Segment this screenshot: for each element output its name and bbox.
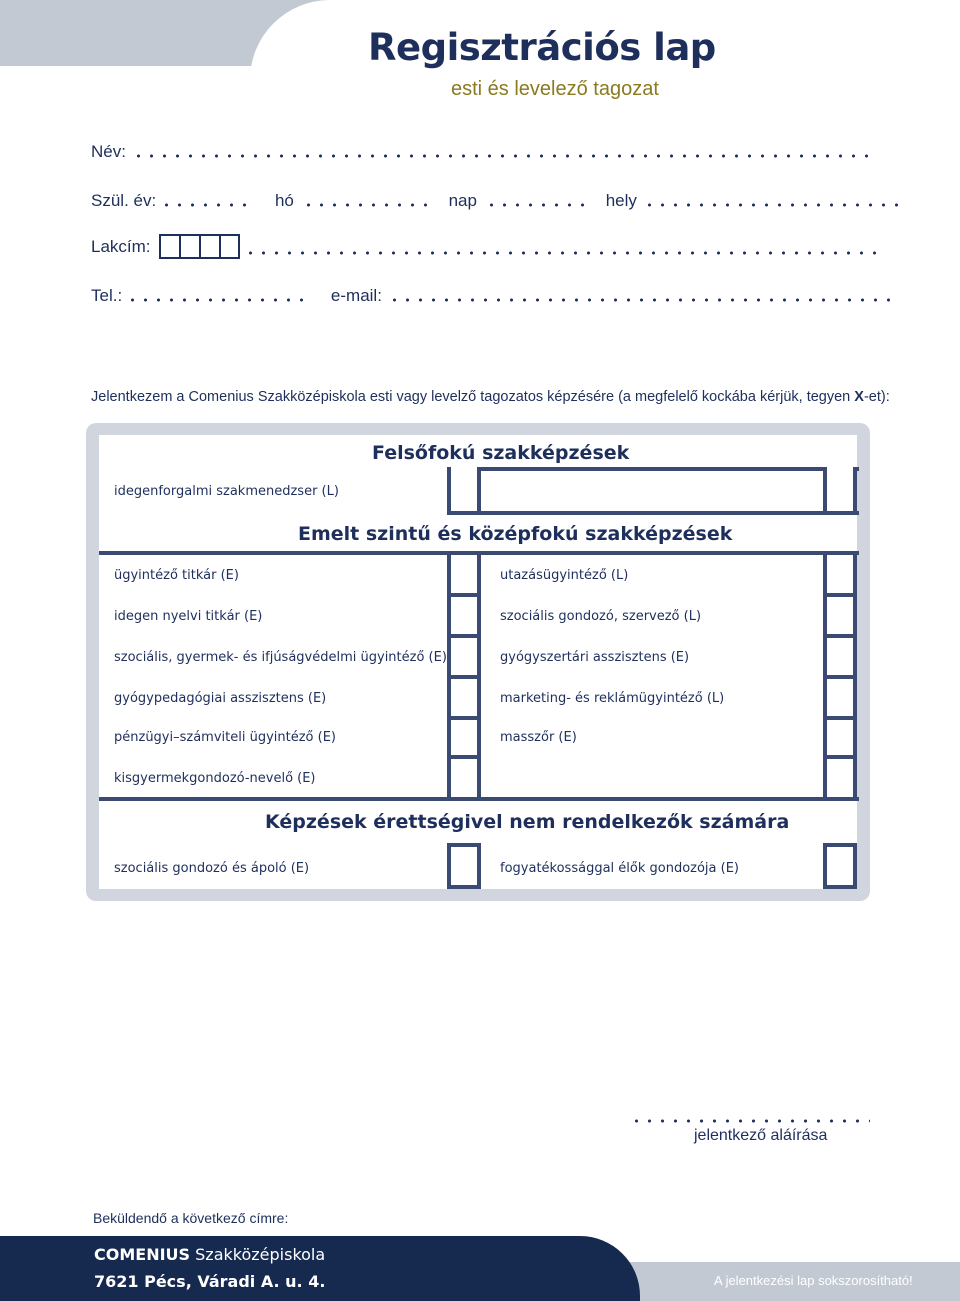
birth-place-field[interactable]	[643, 202, 903, 208]
phone-field[interactable]	[126, 297, 312, 303]
checkbox-divider	[823, 675, 857, 679]
course-left-4: pénzügyi–számviteli ügyintéző (E)	[114, 730, 336, 745]
school-name-rest: Szakközépiskola	[190, 1245, 326, 1264]
checkbox-divider	[823, 634, 857, 638]
course-right-2: gyógyszertári asszisztens (E)	[500, 650, 690, 665]
birth-day-label: nap	[448, 191, 477, 210]
phone-label: Tel.:	[91, 286, 123, 305]
birth-year-label: Szül. év:	[91, 191, 157, 210]
checkbox-higher-right[interactable]	[823, 467, 857, 511]
birth-row	[91, 191, 903, 211]
section-title-higher: Felsőfokú szakképzések	[372, 442, 630, 464]
signature-label: jelentkező aláírása	[694, 1127, 828, 1144]
birth-year-field[interactable]	[160, 202, 252, 208]
address-label: Lakcím:	[91, 237, 151, 256]
checkbox-divider	[823, 755, 857, 759]
contact-row	[91, 286, 896, 306]
school-address: 7621 Pécs, Váradi A. u. 4.	[94, 1272, 326, 1291]
copy-note: A jelentkezési lap sokszorosítható!	[714, 1273, 913, 1288]
course-right-0: utazásügyintéző (L)	[500, 568, 629, 583]
email-field[interactable]	[388, 297, 896, 303]
section-title-advanced: Emelt szintű és középfokú szakképzések	[298, 523, 733, 545]
checkbox-divider	[823, 593, 857, 597]
birth-month-label: hó	[274, 191, 294, 210]
section-title-no-diploma: Képzések érettségivel nem rendelkezők számára	[265, 811, 790, 833]
checkbox-no-diploma-right[interactable]	[823, 843, 857, 889]
intro-text-before: Jelentkezem a Comenius Szakközépiskola esti vagy levelző tagozatos képzésére (a megfelelő kockába kérjük, tegyen	[91, 389, 855, 405]
checkbox-no-diploma-left[interactable]	[447, 843, 481, 889]
checkbox-divider	[447, 755, 481, 759]
course-right-1: szociális gondozó, szervező (L)	[500, 609, 702, 624]
checkbox-divider	[823, 716, 857, 720]
page-title: Regisztrációs lap	[368, 26, 716, 69]
school-name-bold: COMENIUS	[94, 1245, 191, 1264]
course-left-3: gyógypedagógiai asszisztens (E)	[114, 691, 327, 706]
course-left-1: idegen nyelvi titkár (E)	[114, 609, 263, 624]
checkbox-tourism-manager[interactable]	[447, 467, 481, 511]
course-right-4: masszőr (E)	[500, 730, 577, 745]
intro-mark: X	[854, 389, 864, 405]
name-field[interactable]	[132, 153, 872, 159]
row-line	[447, 467, 859, 471]
name-row	[91, 142, 872, 162]
course-no-diploma-right: fogyatékossággal élők gondozója (E)	[500, 861, 740, 876]
checkbox-divider	[447, 593, 481, 597]
signature-dots	[630, 1118, 870, 1124]
row-line	[99, 797, 859, 801]
address-row	[91, 234, 880, 259]
send-to-label: Beküldendő a következő címre:	[93, 1210, 289, 1226]
row-line	[447, 511, 859, 515]
postal-code-boxes[interactable]	[159, 234, 240, 259]
intro-text-after: -et):	[863, 389, 890, 405]
intro-text	[91, 389, 890, 405]
signature-line[interactable]	[630, 1108, 870, 1127]
course-left-2: szociális, gyermek- és ifjúságvédelmi ügyintéző (E)	[114, 650, 447, 665]
school-name	[94, 1245, 325, 1264]
course-left-0: ügyintéző titkár (E)	[114, 568, 239, 583]
course-panel	[86, 423, 870, 901]
name-label: Név:	[91, 142, 126, 161]
checkbox-divider	[447, 675, 481, 679]
course-no-diploma-left: szociális gondozó és ápoló (E)	[114, 861, 310, 876]
page-subtitle: esti és levelező tagozat	[451, 78, 659, 100]
checkbox-divider	[447, 716, 481, 720]
course-right-3: marketing- és reklámügyintéző (L)	[500, 691, 725, 706]
birth-month-field[interactable]	[302, 202, 432, 208]
checkbox-divider	[447, 634, 481, 638]
birth-day-field[interactable]	[485, 202, 589, 208]
birth-place-label: hely	[605, 191, 637, 210]
course-left-5: kisgyermekgondozó-nevelő (E)	[114, 771, 316, 786]
email-label: e-mail:	[330, 286, 382, 305]
course-tourism-manager: idegenforgalmi szakmenedzser (L)	[114, 484, 339, 499]
address-field[interactable]	[244, 250, 880, 256]
